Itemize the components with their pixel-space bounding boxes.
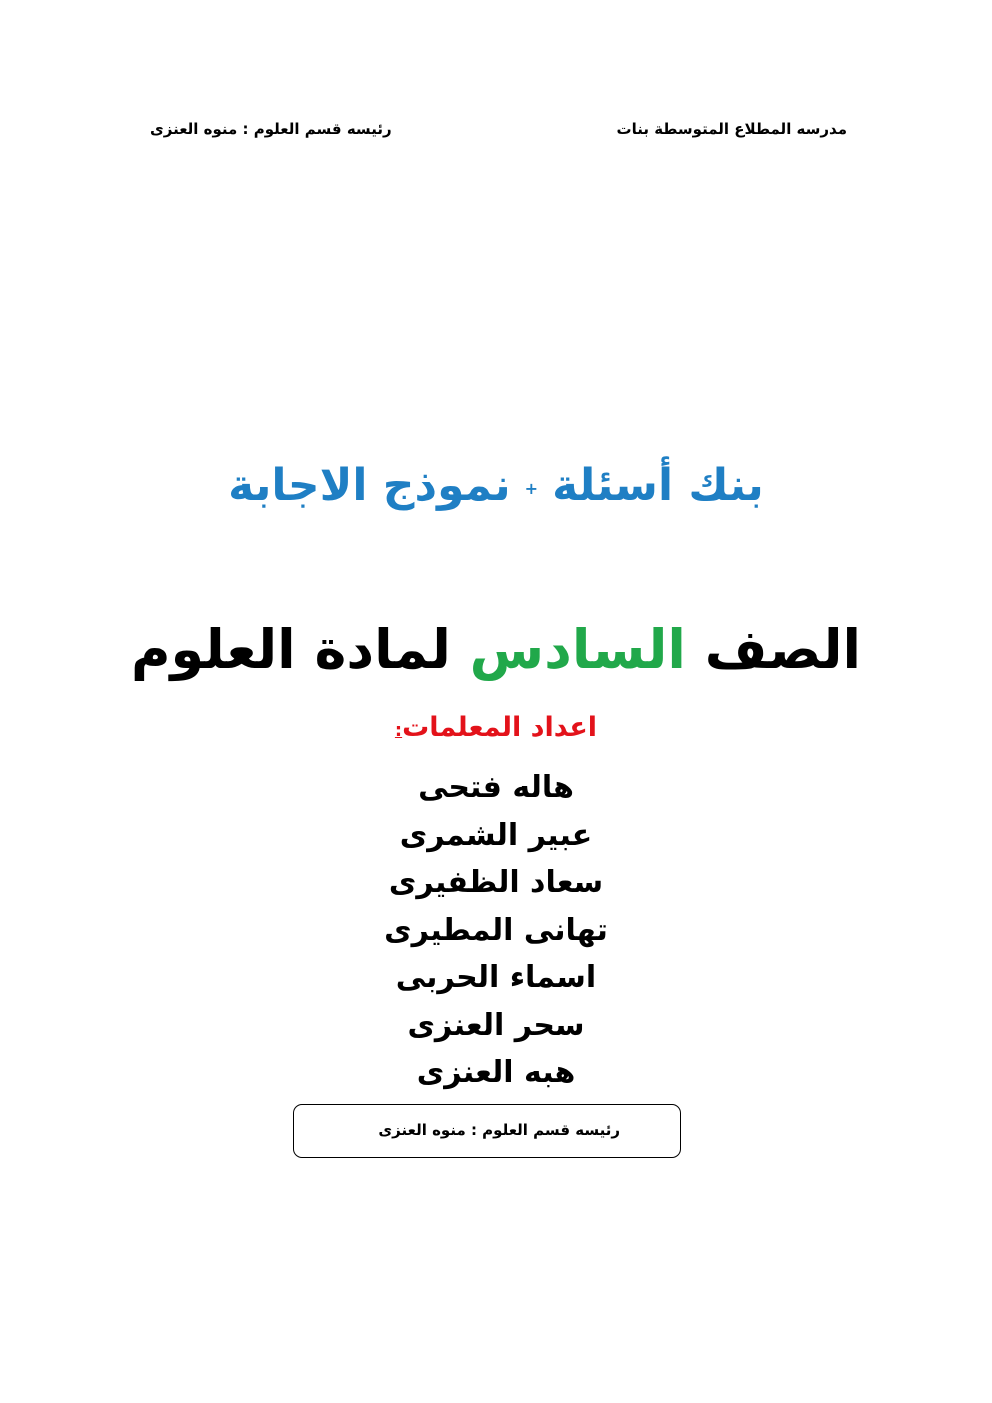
grade-subject-title xyxy=(0,618,992,681)
subject-name: لمادة العلوم xyxy=(130,618,451,681)
header-department-head: رئيسه قسم العلوم : منوه العنزى xyxy=(150,120,392,138)
teachers-list xyxy=(0,764,992,1097)
prepared-by-heading xyxy=(0,712,992,743)
title-part-answer-model: نموذج الاجابة xyxy=(228,460,511,511)
grade-name: السادس xyxy=(469,618,686,681)
teacher-name: هاله فتحى xyxy=(418,770,574,805)
teacher-name: سحر العنزى xyxy=(407,1007,585,1043)
teacher-name: هبه العنزى xyxy=(416,1055,576,1090)
prepared-by-label: اعداد المعلمات xyxy=(402,712,598,743)
teacher-name: اسماء الحربى xyxy=(395,960,597,995)
title-plus-sign: + xyxy=(524,478,539,498)
teacher-name: عبير الشمرى xyxy=(399,817,593,853)
footer-box xyxy=(293,1104,681,1158)
teacher-name: سعاد الظفيرى xyxy=(388,865,604,900)
question-bank-title xyxy=(0,460,992,511)
teacher-name: تهانى المطيرى xyxy=(384,912,608,948)
prepared-by-colon: : xyxy=(394,720,403,741)
school-name: مدرسه المطلاع المتوسطة بنات xyxy=(616,120,847,138)
grade-word: الصف xyxy=(704,618,862,681)
title-part-question-bank: بنك أسئلة xyxy=(552,460,764,511)
footer-department-head: رئيسه قسم العلوم : منوه العنزى xyxy=(378,1121,620,1139)
